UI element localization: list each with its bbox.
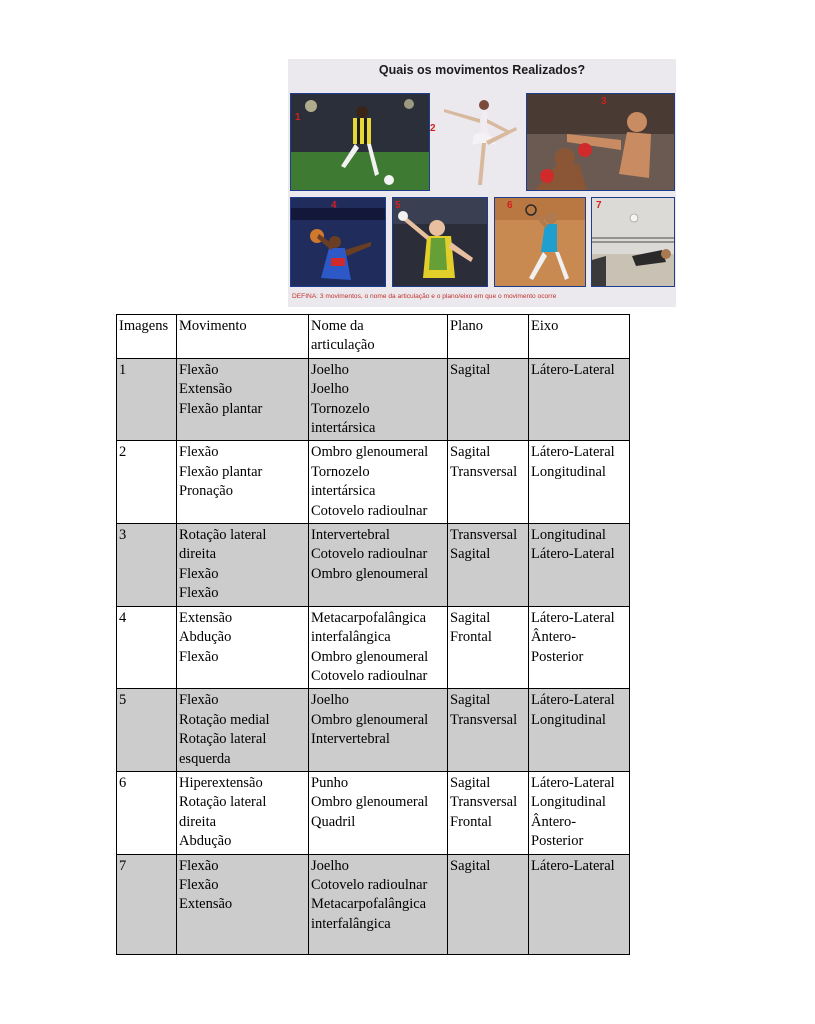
- table-row: [117, 606, 630, 689]
- table-row: [117, 441, 630, 524]
- cell-articulacao-line: Cotovelo radioulnar: [311, 502, 428, 519]
- header-nome-articulacao: [309, 315, 448, 359]
- table-row: [117, 689, 630, 772]
- cell-eixo-line: Látero-Lateral: [531, 774, 615, 791]
- cell-articulacao-line: Intervertebral: [311, 731, 390, 748]
- cell-plano-line: Frontal: [450, 629, 492, 646]
- cell-articulacao-line: Joelho: [311, 381, 349, 398]
- cell-plano: [448, 441, 529, 524]
- cell-imagem: 6: [117, 771, 177, 854]
- photo-basketball-dunk: [290, 197, 386, 287]
- cell-articulacao: [309, 441, 448, 524]
- panel-number: 4: [331, 200, 337, 211]
- cell-articulacao-line: Cotovelo radioulnar: [311, 876, 428, 893]
- cell-articulacao-line: Quadril: [311, 813, 356, 830]
- panel-number: 6: [507, 200, 513, 211]
- cell-movimento: [177, 854, 309, 954]
- cell-movimento-line: Extensão: [179, 609, 233, 626]
- cell-articulacao-line: Metacarpofalângica: [311, 896, 427, 913]
- cell-movimento-line: Extensão: [179, 896, 233, 913]
- cell-articulacao-line: interfalângica: [311, 629, 391, 646]
- header-movimento: Movimento: [177, 315, 309, 359]
- cell-eixo: [529, 771, 630, 854]
- cell-imagem: 1: [117, 358, 177, 441]
- cell-eixo-line: Látero-Lateral: [531, 609, 615, 626]
- cell-articulacao-line: intertársica: [311, 483, 376, 500]
- cell-movimento-line: direita: [179, 546, 217, 563]
- cell-movimento: [177, 441, 309, 524]
- cell-eixo-line: Posterior: [531, 648, 584, 665]
- cell-plano: [448, 524, 529, 607]
- cell-plano-line: Transversal: [450, 527, 518, 544]
- cell-plano-line: Sagital: [450, 692, 491, 709]
- cell-articulacao-line: Cotovelo radioulnar: [311, 546, 428, 563]
- cell-plano: [448, 771, 529, 854]
- cell-articulacao-line: Intervertebral: [311, 527, 390, 544]
- cell-imagem: 5: [117, 689, 177, 772]
- cell-plano: [448, 854, 529, 954]
- cell-eixo-line: Ântero-: [531, 813, 577, 830]
- cell-articulacao-line: Joelho: [311, 692, 349, 709]
- cell-eixo: [529, 524, 630, 607]
- cell-eixo: [529, 854, 630, 954]
- cell-plano-line: Sagital: [450, 361, 491, 378]
- cell-eixo-line: Ântero-: [531, 629, 577, 646]
- cell-eixo-line: Posterior: [531, 833, 584, 850]
- table-row: [117, 524, 630, 607]
- header-imagens: Imagens: [117, 315, 177, 359]
- cell-plano-line: Sagital: [450, 546, 491, 563]
- cell-movimento-line: Rotação lateral: [179, 527, 267, 544]
- cell-imagem: 4: [117, 606, 177, 689]
- cell-movimento: [177, 606, 309, 689]
- photo-ballet-dancer: [430, 89, 522, 191]
- cell-movimento-line: Flexão: [179, 857, 219, 874]
- cell-articulacao-line: Ombro glenoumeral: [311, 711, 429, 728]
- cell-articulacao: [309, 524, 448, 607]
- panel-number: 5: [395, 200, 401, 211]
- cell-eixo-line: Longitudinal: [531, 711, 606, 728]
- header-eixo: Eixo: [529, 315, 630, 359]
- cell-articulacao-line: Joelho: [311, 857, 349, 874]
- cell-articulacao-line: Ombro glenoumeral: [311, 444, 429, 461]
- cell-movimento: [177, 524, 309, 607]
- slide-instructions: DEFINA: 3 movimentos, o nome da articulação e o plano/eixo em que o movimento ocorre: [292, 293, 557, 300]
- cell-plano-line: Transversal: [450, 794, 518, 811]
- cell-plano: [448, 689, 529, 772]
- cell-plano-line: Transversal: [450, 463, 518, 480]
- cell-movimento-line: Abdução: [179, 629, 232, 646]
- cell-movimento-line: Flexão: [179, 565, 219, 582]
- cell-movimento-line: Flexão: [179, 444, 219, 461]
- cell-imagem: 3: [117, 524, 177, 607]
- panel-number: 1: [295, 112, 301, 123]
- cell-articulacao-line: Ombro glenoumeral: [311, 794, 429, 811]
- panel-number: 2: [430, 123, 436, 134]
- photo-handball-throw: [392, 197, 488, 287]
- cell-eixo-line: Longitudinal: [531, 527, 606, 544]
- cell-articulacao-line: interfalângica: [311, 915, 391, 932]
- cell-articulacao-line: Punho: [311, 774, 349, 791]
- table-header-row: [117, 315, 630, 359]
- cell-eixo: [529, 689, 630, 772]
- cell-movimento: [177, 358, 309, 441]
- header-nome-articulacao-text: Nome da articulação: [311, 318, 375, 354]
- exercise-slide-image: [288, 59, 676, 307]
- photo-volleyball-dive: [591, 197, 675, 287]
- cell-articulacao: [309, 606, 448, 689]
- header-plano: Plano: [448, 315, 529, 359]
- cell-articulacao: [309, 771, 448, 854]
- cell-movimento-line: Flexão: [179, 648, 219, 665]
- cell-eixo-line: Látero-Lateral: [531, 692, 615, 709]
- movements-table: [116, 314, 630, 955]
- cell-eixo-line: Látero-Lateral: [531, 857, 615, 874]
- cell-articulacao-line: Tornozelo: [311, 400, 370, 417]
- table-row: [117, 771, 630, 854]
- table-body: [117, 358, 630, 954]
- cell-articulacao-line: Joelho: [311, 361, 349, 378]
- cell-eixo-line: Látero-Lateral: [531, 444, 615, 461]
- cell-movimento: [177, 689, 309, 772]
- photo-kickboxing: [526, 93, 675, 191]
- cell-movimento-line: Hiperextensão: [179, 774, 263, 791]
- photo-tennis-player: [494, 197, 586, 287]
- cell-plano-line: Transversal: [450, 711, 518, 728]
- cell-articulacao-line: Ombro glenoumeral: [311, 565, 429, 582]
- cell-movimento-line: Rotação lateral: [179, 794, 267, 811]
- cell-movimento-line: Flexão plantar: [179, 400, 263, 417]
- cell-plano: [448, 606, 529, 689]
- cell-movimento-line: Flexão plantar: [179, 463, 263, 480]
- cell-articulacao-line: intertársica: [311, 420, 376, 437]
- cell-movimento-line: Flexão: [179, 585, 219, 602]
- cell-movimento-line: Rotação medial: [179, 711, 270, 728]
- cell-plano-line: Frontal: [450, 813, 492, 830]
- cell-movimento-line: Rotação lateral: [179, 731, 267, 748]
- cell-articulacao: [309, 358, 448, 441]
- cell-eixo: [529, 441, 630, 524]
- cell-movimento-line: Abdução: [179, 833, 232, 850]
- cell-movimento-line: direita: [179, 813, 217, 830]
- cell-articulacao: [309, 854, 448, 954]
- cell-articulacao: [309, 689, 448, 772]
- cell-eixo: [529, 358, 630, 441]
- cell-eixo-line: Longitudinal: [531, 794, 606, 811]
- cell-articulacao-line: Metacarpofalângica: [311, 609, 427, 626]
- photo-soccer-kick: [290, 93, 430, 191]
- cell-movimento-line: Flexão: [179, 692, 219, 709]
- cell-movimento-line: Flexão: [179, 361, 219, 378]
- panel-number: 3: [601, 96, 607, 107]
- cell-plano-line: Sagital: [450, 857, 491, 874]
- cell-eixo-line: Látero-Lateral: [531, 546, 615, 563]
- cell-articulacao-line: Cotovelo radioulnar: [311, 667, 428, 684]
- cell-imagem: 2: [117, 441, 177, 524]
- cell-eixo: [529, 606, 630, 689]
- cell-imagem: 7: [117, 854, 177, 954]
- cell-movimento-line: Pronação: [179, 483, 233, 500]
- cell-movimento-line: Flexão: [179, 876, 219, 893]
- table-row: [117, 854, 630, 954]
- cell-eixo-line: Longitudinal: [531, 463, 606, 480]
- cell-movimento-line: Extensão: [179, 381, 233, 398]
- panel-number: 7: [596, 200, 602, 211]
- cell-movimento-line: esquerda: [179, 750, 231, 767]
- cell-articulacao-line: Tornozelo: [311, 463, 370, 480]
- cell-plano-line: Sagital: [450, 609, 491, 626]
- cell-plano-line: Sagital: [450, 774, 491, 791]
- cell-movimento: [177, 771, 309, 854]
- cell-eixo-line: Látero-Lateral: [531, 361, 615, 378]
- cell-plano-line: Sagital: [450, 444, 491, 461]
- cell-plano: [448, 358, 529, 441]
- table-row: [117, 358, 630, 441]
- slide-title: Quais os movimentos Realizados?: [378, 63, 586, 77]
- cell-articulacao-line: Ombro glenoumeral: [311, 648, 429, 665]
